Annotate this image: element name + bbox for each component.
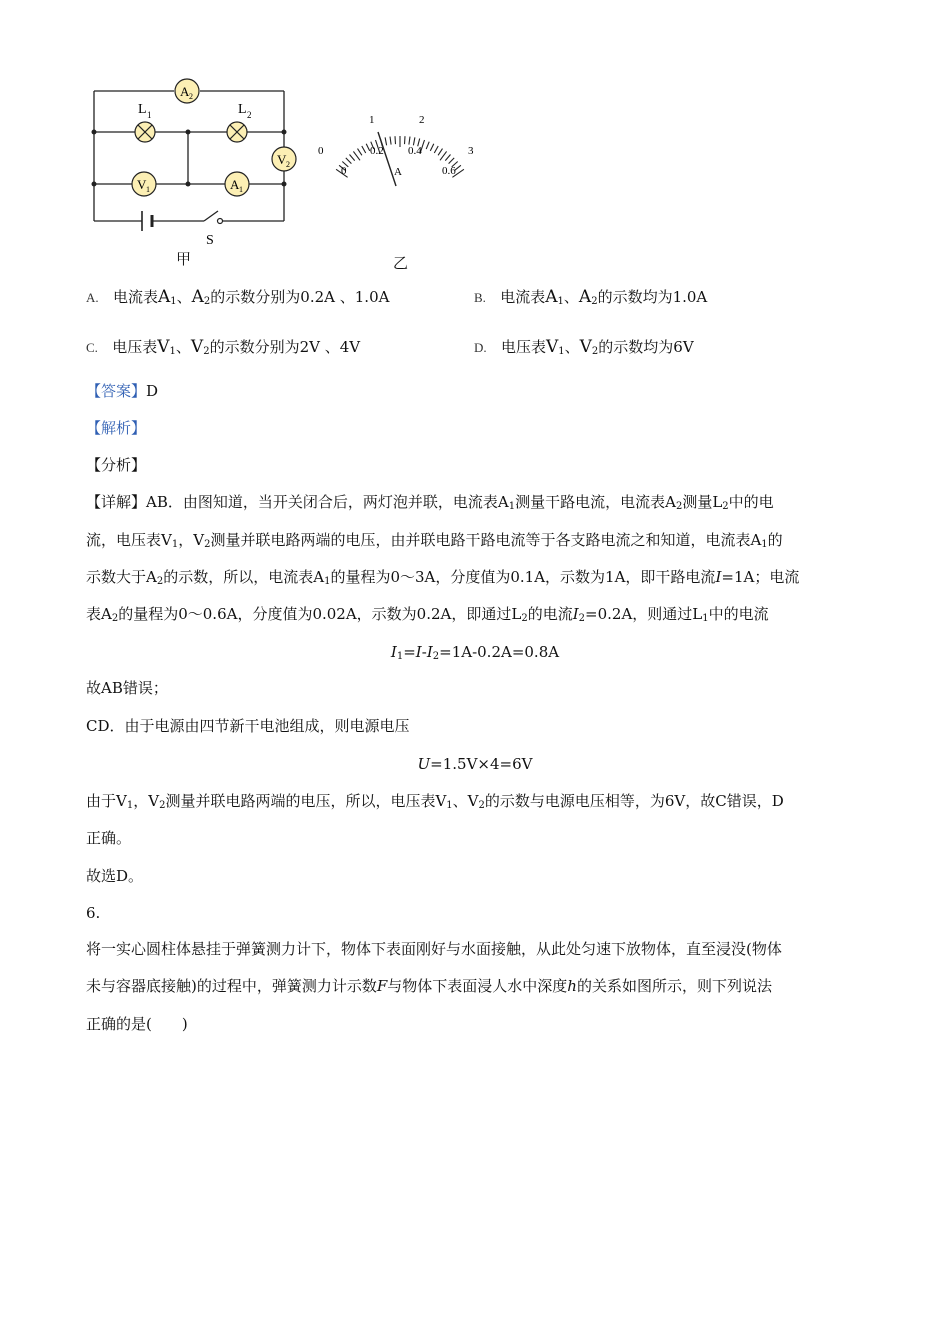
detail-line-9: 故选D。 [86, 867, 144, 885]
meter-caption: 乙 [393, 254, 409, 272]
bottom-scale-04: 0.4 [408, 145, 422, 157]
detail-line-2: 流，电压表$V_1$，$V_2$测量并联电路两端的电压，由并联电路干路电流等于各支路电流之和知道，电流表$A_1$的 [86, 531, 783, 550]
bottom-scale-06: 0.6 [442, 165, 456, 177]
answer-tag: 【答案】 [86, 382, 147, 400]
svg-text:A: A [230, 177, 240, 192]
detail-line-8: 正确。 [86, 829, 132, 847]
top-scale-3: 3 [468, 145, 474, 157]
meter-tick [353, 151, 360, 160]
circuit-caption: 甲 [176, 250, 192, 268]
meter-tick [430, 144, 434, 151]
question-6-line-1: 将一实心圆柱体悬挂于弹簧测力计下，物体下表面刚好与水面接触，从此处匀速下放物体，直至浸没(物体 [86, 940, 782, 958]
meter-tick [434, 146, 438, 153]
equation-current: $I_1=I-I_2=1A-0.2A=0.8A$ [390, 643, 560, 662]
voltmeter-v2 [272, 147, 296, 171]
svg-text:1: 1 [239, 185, 243, 194]
option-a: A. 电流表$A_1$、$A_2$的示数分别为0.2A 、1.0A [86, 287, 390, 307]
ammeter-a1 [225, 172, 249, 196]
detail-line-7: 由于$V_1$，$V_2$测量并联电路两端的电压，所以，电压表$V_1$、$V_2$的示数与电源电压相等，为6V，故C错误，D [86, 792, 784, 811]
svg-text:A: A [180, 84, 190, 99]
ammeter-dial [312, 104, 492, 194]
fenxi-tag: 【分析】 [86, 456, 147, 474]
meter-tick [385, 137, 387, 145]
option-b: B. 电流表$A_1$、$A_2$的示数均为1.0A [474, 287, 708, 307]
meter-tick [405, 136, 406, 144]
detail-line-5: 故AB错误； [86, 679, 168, 697]
answer-line [86, 380, 158, 402]
meter-tick [438, 149, 442, 156]
svg-text:2: 2 [189, 92, 193, 101]
answer-value: D [146, 382, 159, 400]
svg-text:V: V [277, 152, 287, 167]
svg-text:L: L [138, 102, 147, 117]
question-6-line-2: 未与容器底接触)的过程中，弹簧测力计示数F与物体下表面浸人水中深度h的关系如图所示，则下列说法 [86, 977, 772, 995]
svg-text:2: 2 [286, 160, 290, 169]
meter-tick [350, 155, 355, 161]
top-scale-1: 1 [369, 114, 375, 126]
svg-text:2: 2 [247, 110, 252, 120]
meter-tick [449, 158, 455, 164]
bottom-scale-02: 0.2 [370, 145, 384, 157]
meter-tick [346, 158, 352, 164]
meter-tick [445, 155, 450, 161]
meter-tick [362, 146, 366, 153]
meter-tick [390, 137, 391, 145]
bottom-scale-0: 0 [341, 165, 347, 177]
meter-tick [440, 151, 447, 160]
detail-line-6: CD．由于电源由四节新干电池组成，则电源电压 [86, 717, 410, 735]
circuit-diagram [80, 70, 310, 270]
analysis-tag: 【解析】 [86, 419, 147, 437]
meter-tick [426, 142, 429, 149]
svg-text:L: L [238, 102, 247, 117]
svg-text:1: 1 [146, 185, 150, 194]
switch-label: S [206, 233, 214, 248]
question-6-line-3: 正确的是( ) [86, 1015, 188, 1033]
question-6-number: 6. [86, 904, 101, 922]
meter-tick [409, 137, 410, 145]
lamp-l1 [135, 102, 155, 142]
option-c: C. 电压表$V_1$、$V_2$的示数分别为2V 、4V [86, 337, 361, 357]
svg-text:1: 1 [147, 110, 152, 120]
meter-tick [395, 136, 396, 144]
voltmeter-v1 [132, 172, 156, 196]
detail-line-3: 示数大于$A_2$的示数，所以，电流表$A_1$的量程为0～3A，分度值为0.1A，示数为1A，即干路电流I=1A；电流 [86, 568, 800, 587]
svg-text:V: V [137, 177, 147, 192]
ammeter-a2 [175, 79, 199, 103]
top-scale-0: 0 [318, 145, 324, 157]
meter-unit: A [394, 166, 402, 178]
top-scale-2: 2 [419, 114, 425, 126]
lamp-l2 [227, 102, 252, 142]
detail-line-4: 表$A_2$的量程为0～0.6A，分度值为0.02A，示数为0.2A，即通过$L_2$的电流$I_2=0.2A$，则通过$L_1$中的电流 [86, 605, 769, 624]
detail-line-1: 【详解】AB．由图知道，当开关闭合后，两灯泡并联，电流表$A_1$测量干路电流，电流表$A_2$测量$L_2$中的电 [86, 493, 774, 512]
equation-voltage: U=1.5V×4=6V [417, 755, 533, 773]
meter-tick [358, 149, 362, 156]
option-d: D. 电压表$V_1$、$V_2$的示数均为6V [474, 337, 694, 357]
